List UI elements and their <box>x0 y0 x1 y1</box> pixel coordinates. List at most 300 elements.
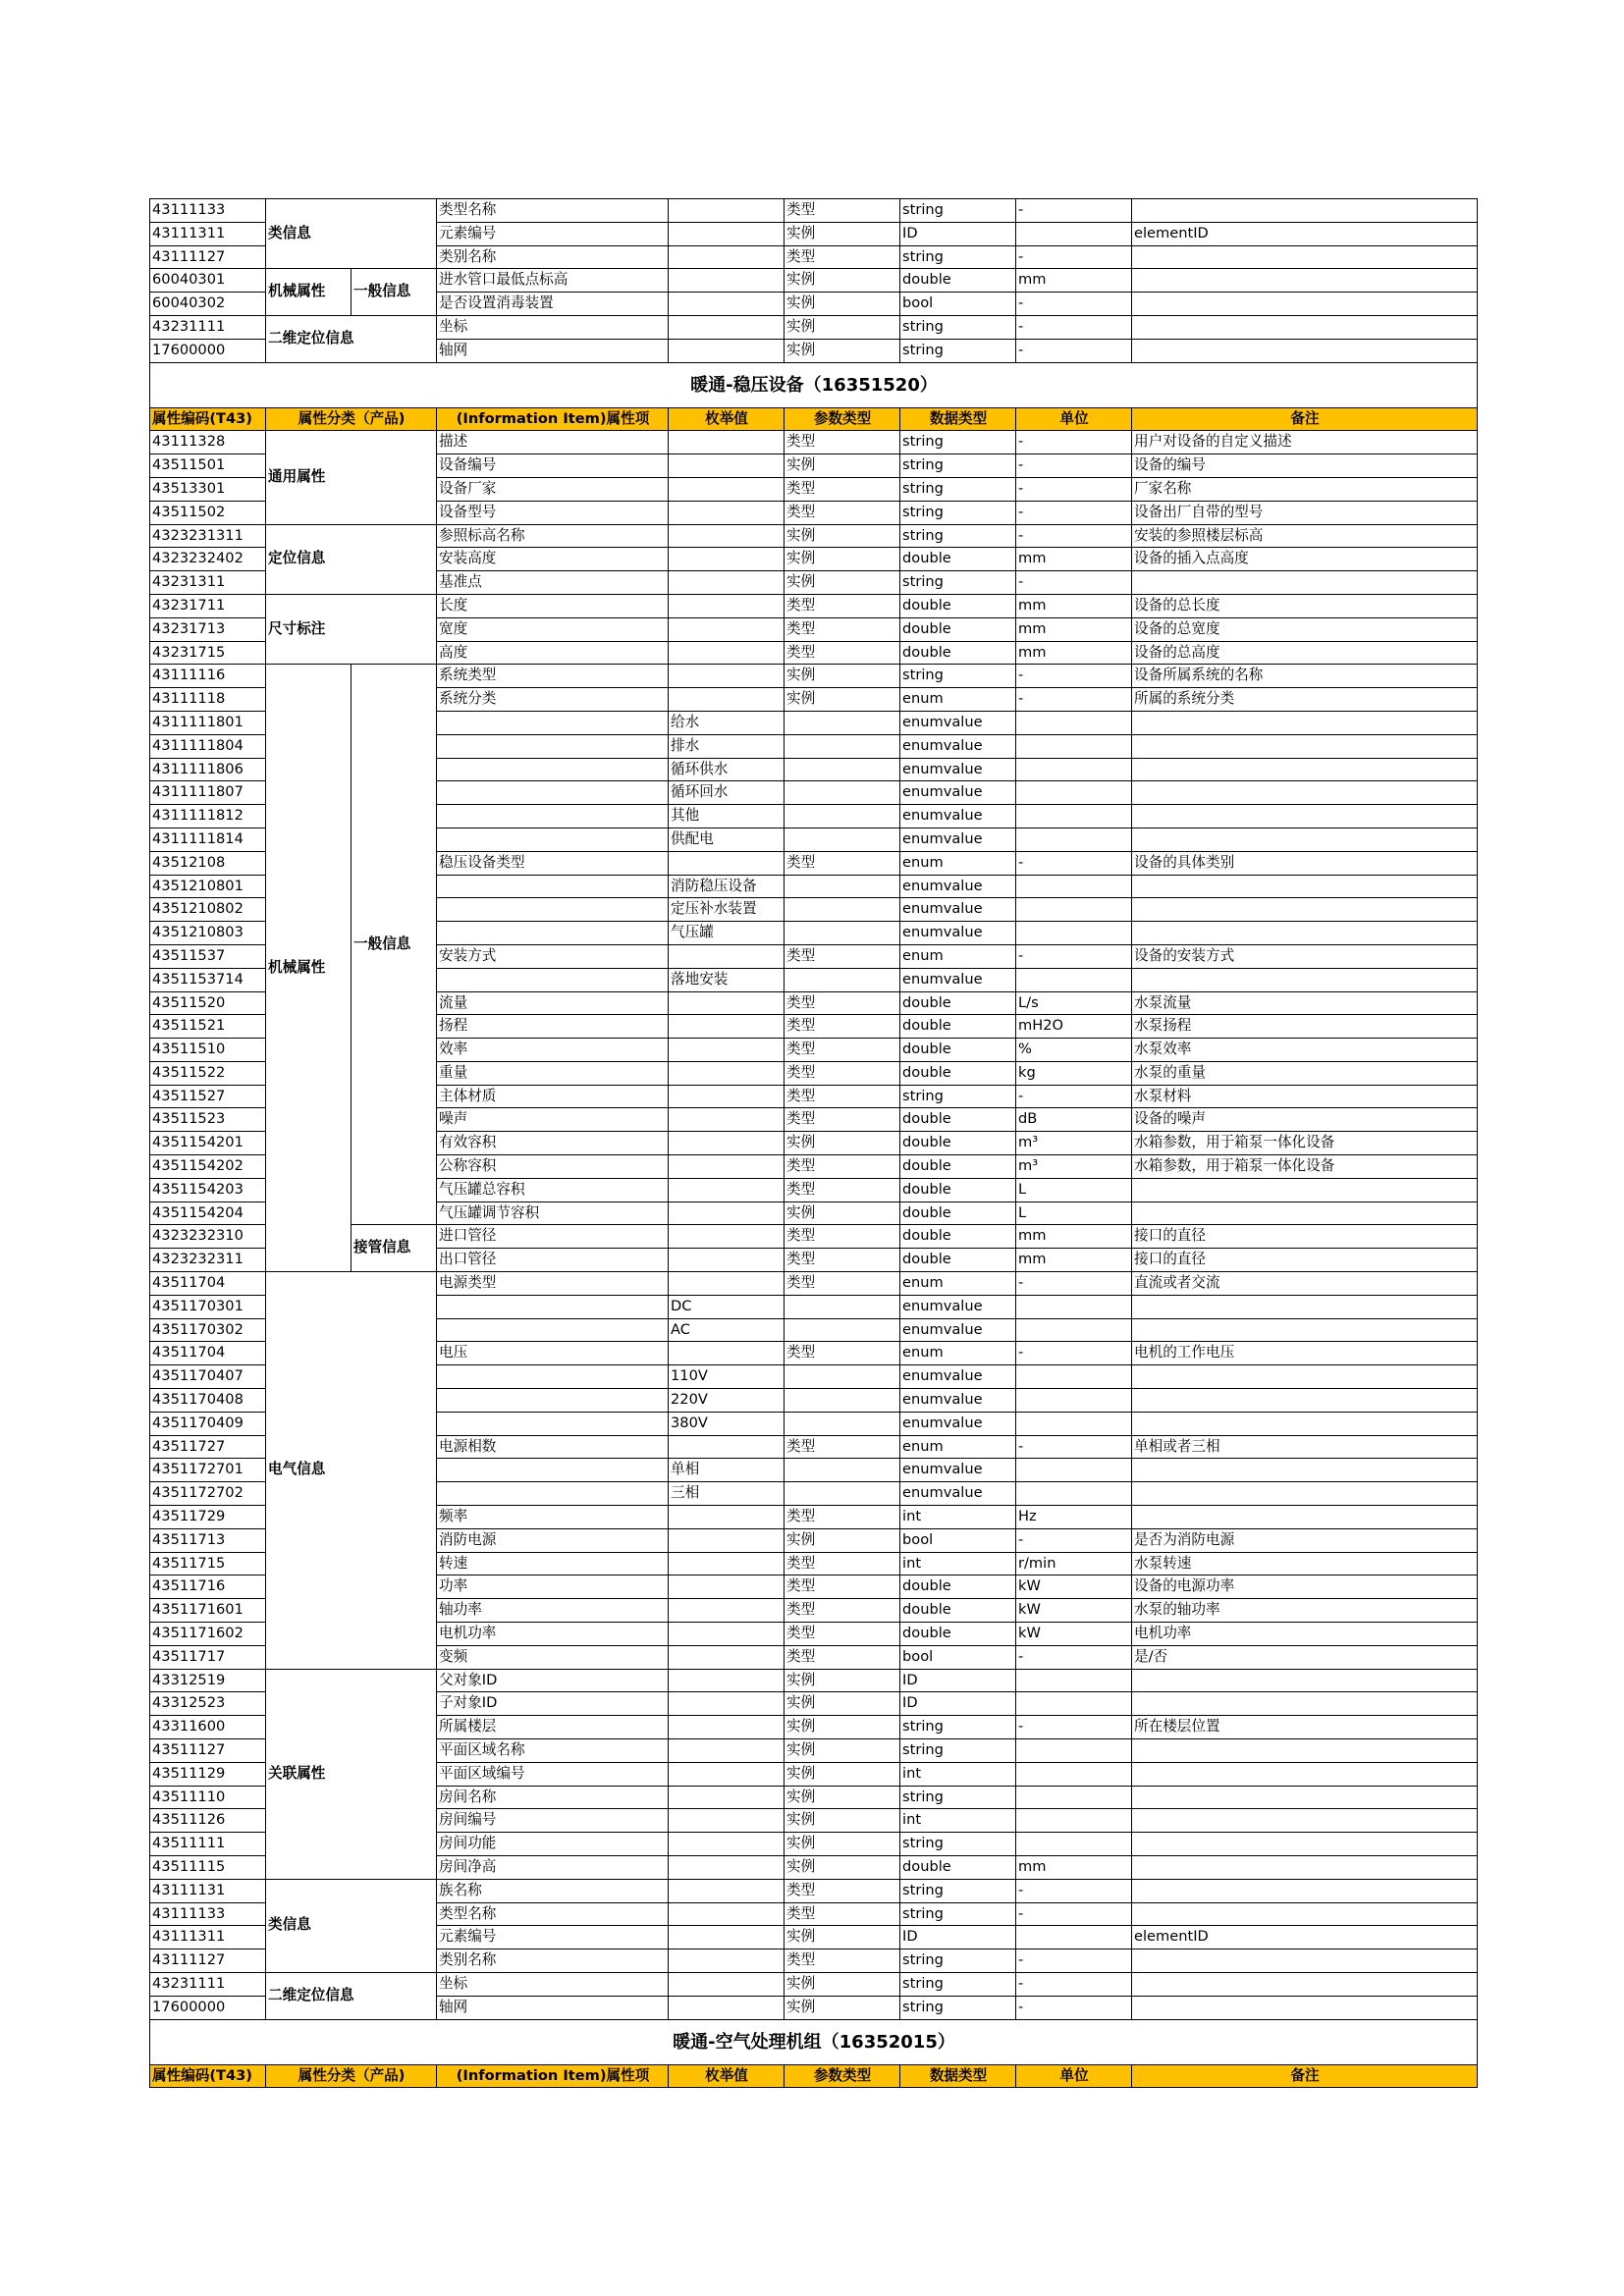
data-type: string <box>900 1739 1016 1763</box>
enum-value <box>669 431 785 454</box>
param-type: 类型 <box>785 1599 900 1623</box>
table-row <box>150 1272 1478 1296</box>
remark: 设备的具体类别 <box>1132 851 1478 875</box>
param-type: 类型 <box>785 1249 900 1272</box>
data-type: double <box>900 594 1016 617</box>
attr-name <box>437 968 669 991</box>
param-type: 实例 <box>785 454 900 478</box>
attr-name: 设备编号 <box>437 454 669 478</box>
attr-name: 轴功率 <box>437 1599 669 1623</box>
attr-name: 类别名称 <box>437 245 669 269</box>
table-row <box>150 315 1478 339</box>
attribute-code: 43511127 <box>150 1739 266 1763</box>
unit <box>1016 1669 1132 1692</box>
attr-name: 所属楼层 <box>437 1716 669 1739</box>
data-type: enumvalue <box>900 781 1016 805</box>
attribute-code: 43111311 <box>150 1926 266 1949</box>
param-type: 类型 <box>785 1435 900 1459</box>
data-type: string <box>900 1833 1016 1856</box>
data-type: string <box>900 524 1016 548</box>
enum-value: 供配电 <box>669 828 785 851</box>
unit: - <box>1016 524 1132 548</box>
attribute-code: 60040301 <box>150 269 266 293</box>
param-type <box>785 828 900 851</box>
remark <box>1132 1482 1478 1506</box>
param-type: 实例 <box>785 524 900 548</box>
param-type <box>785 1389 900 1413</box>
unit: - <box>1016 851 1132 875</box>
attr-name: 轴网 <box>437 1996 669 2019</box>
param-type: 类型 <box>785 477 900 501</box>
param-type: 类型 <box>785 1225 900 1249</box>
param-type: 实例 <box>785 269 900 293</box>
param-type: 实例 <box>785 1692 900 1716</box>
param-type: 类型 <box>785 1155 900 1179</box>
enum-value <box>669 688 785 712</box>
data-type: enumvalue <box>900 968 1016 991</box>
column-header: (Information Item)属性项 <box>437 2064 669 2088</box>
attr-name: 消防电源 <box>437 1528 669 1552</box>
param-type: 实例 <box>785 1926 900 1949</box>
unit: mm <box>1016 594 1132 617</box>
param-type: 实例 <box>785 1786 900 1809</box>
unit <box>1016 1482 1132 1506</box>
attr-name <box>437 1389 669 1413</box>
data-type: double <box>900 1039 1016 1062</box>
param-type <box>785 922 900 945</box>
param-type: 类型 <box>785 1342 900 1365</box>
attribute-code: 43511126 <box>150 1809 266 1833</box>
remark: 厂家名称 <box>1132 477 1478 501</box>
remark: 水泵效率 <box>1132 1039 1478 1062</box>
unit: - <box>1016 454 1132 478</box>
enum-value <box>669 199 785 223</box>
data-type: bool <box>900 293 1016 316</box>
unit <box>1016 1833 1132 1856</box>
remark: 设备的电源功率 <box>1132 1575 1478 1599</box>
attribute-code: 43231715 <box>150 641 266 665</box>
enum-value <box>669 269 785 293</box>
enum-value <box>669 1996 785 2019</box>
remark: 用户对设备的自定义描述 <box>1132 431 1478 454</box>
unit <box>1016 1692 1132 1716</box>
attr-name: 长度 <box>437 594 669 617</box>
attribute-code: 4351171601 <box>150 1599 266 1623</box>
attribute-code: 43231111 <box>150 1972 266 1996</box>
remark: 水泵转速 <box>1132 1552 1478 1575</box>
column-header: 数据类型 <box>900 407 1016 431</box>
column-header: 备注 <box>1132 407 1478 431</box>
param-type: 类型 <box>785 1506 900 1529</box>
data-type: double <box>900 1623 1016 1646</box>
enum-value: DC <box>669 1295 785 1318</box>
param-type: 类型 <box>785 1061 900 1085</box>
unit: m³ <box>1016 1132 1132 1155</box>
remark <box>1132 1692 1478 1716</box>
section-title: 暖通-空气处理机组（16352015） <box>150 2019 1478 2064</box>
attr-name: 出口管径 <box>437 1249 669 1272</box>
remark <box>1132 1201 1478 1225</box>
param-type: 实例 <box>785 688 900 712</box>
attr-name: 公称容积 <box>437 1155 669 1179</box>
unit <box>1016 875 1132 898</box>
category-label: 电气信息 <box>266 1272 437 1670</box>
section-title: 暖通-稳压设备（16351520） <box>150 362 1478 407</box>
attr-name: 轴网 <box>437 339 669 362</box>
unit: kg <box>1016 1061 1132 1085</box>
attribute-code: 43111311 <box>150 222 266 245</box>
attribute-code: 43312519 <box>150 1669 266 1692</box>
remark <box>1132 805 1478 828</box>
enum-value <box>669 1015 785 1039</box>
remark <box>1132 245 1478 269</box>
attribute-code: 4351172701 <box>150 1459 266 1482</box>
attr-name: 系统类型 <box>437 665 669 688</box>
unit: - <box>1016 431 1132 454</box>
column-header: 数据类型 <box>900 2064 1016 2088</box>
unit: - <box>1016 1949 1132 1973</box>
attribute-code: 4351171602 <box>150 1623 266 1646</box>
param-type: 实例 <box>785 548 900 571</box>
remark <box>1132 339 1478 362</box>
attribute-table <box>149 198 1478 2088</box>
attr-name <box>437 758 669 781</box>
remark <box>1132 1739 1478 1763</box>
remark: 设备的插入点高度 <box>1132 548 1478 571</box>
data-type: ID <box>900 1692 1016 1716</box>
remark: elementID <box>1132 222 1478 245</box>
attr-name: 系统分类 <box>437 688 669 712</box>
enum-value <box>669 1716 785 1739</box>
category-label: 关联属性 <box>266 1669 437 1879</box>
attr-name: 基准点 <box>437 571 669 595</box>
attribute-code: 4351154201 <box>150 1132 266 1155</box>
data-type: string <box>900 1786 1016 1809</box>
remark <box>1132 875 1478 898</box>
data-type: string <box>900 431 1016 454</box>
remark: 设备的总高度 <box>1132 641 1478 665</box>
unit <box>1016 1318 1132 1342</box>
attribute-code: 43111118 <box>150 688 266 712</box>
unit <box>1016 758 1132 781</box>
enum-value <box>669 641 785 665</box>
attribute-code: 43511520 <box>150 991 266 1015</box>
attr-name: 频率 <box>437 1506 669 1529</box>
enum-value <box>669 1762 785 1786</box>
attribute-code: 43511115 <box>150 1855 266 1879</box>
attribute-code: 43511713 <box>150 1528 266 1552</box>
attribute-code: 43311600 <box>150 1716 266 1739</box>
column-header: 枚举值 <box>669 2064 785 2088</box>
unit <box>1016 711 1132 734</box>
attr-name: 元素编号 <box>437 222 669 245</box>
attr-name: 稳压设备类型 <box>437 851 669 875</box>
remark: 电机功率 <box>1132 1623 1478 1646</box>
remark: 单相或者三相 <box>1132 1435 1478 1459</box>
attribute-code: 43513301 <box>150 477 266 501</box>
remark: 电机的工作电压 <box>1132 1342 1478 1365</box>
table-row <box>150 1972 1478 1996</box>
enum-value: 给水 <box>669 711 785 734</box>
unit <box>1016 1786 1132 1809</box>
enum-value: 排水 <box>669 734 785 758</box>
remark <box>1132 1412 1478 1435</box>
unit: - <box>1016 1972 1132 1996</box>
unit <box>1016 1389 1132 1413</box>
enum-value <box>669 524 785 548</box>
attr-name <box>437 711 669 734</box>
enum-value <box>669 548 785 571</box>
enum-value <box>669 1786 785 1809</box>
attribute-code: 17600000 <box>150 1996 266 2019</box>
enum-value <box>669 944 785 968</box>
enum-value <box>669 339 785 362</box>
enum-value <box>669 617 785 641</box>
remark <box>1132 1833 1478 1856</box>
enum-value <box>669 1225 785 1249</box>
data-type: double <box>900 548 1016 571</box>
category-label: 二维定位信息 <box>266 315 437 362</box>
unit: - <box>1016 1342 1132 1365</box>
enum-value <box>669 293 785 316</box>
param-type: 类型 <box>785 1552 900 1575</box>
enum-value: 定压补水装置 <box>669 898 785 922</box>
attr-name: 高度 <box>437 641 669 665</box>
data-type: string <box>900 1716 1016 1739</box>
remark <box>1132 1996 1478 2019</box>
column-header: (Information Item)属性项 <box>437 407 669 431</box>
attribute-code: 4311111807 <box>150 781 266 805</box>
attribute-code: 43111133 <box>150 199 266 223</box>
unit: m³ <box>1016 1155 1132 1179</box>
attribute-code: 43511715 <box>150 1552 266 1575</box>
attribute-code: 43511521 <box>150 1015 266 1039</box>
category-label: 定位信息 <box>266 524 437 594</box>
unit: r/min <box>1016 1552 1132 1575</box>
attribute-code: 4351210802 <box>150 898 266 922</box>
param-type: 类型 <box>785 431 900 454</box>
attr-name <box>437 898 669 922</box>
enum-value <box>669 1645 785 1669</box>
remark: 水泵流量 <box>1132 991 1478 1015</box>
remark: 水箱参数，用于箱泵一体化设备 <box>1132 1155 1478 1179</box>
remark <box>1132 1762 1478 1786</box>
attr-name: 类型名称 <box>437 199 669 223</box>
remark <box>1132 1879 1478 1902</box>
data-type: enumvalue <box>900 1295 1016 1318</box>
remark <box>1132 1809 1478 1833</box>
data-type: string <box>900 1996 1016 2019</box>
attribute-code: 43511523 <box>150 1108 266 1132</box>
data-type: double <box>900 617 1016 641</box>
unit: - <box>1016 1716 1132 1739</box>
data-type: double <box>900 269 1016 293</box>
attribute-code: 4351210801 <box>150 875 266 898</box>
data-type: string <box>900 665 1016 688</box>
remark <box>1132 711 1478 734</box>
remark <box>1132 734 1478 758</box>
enum-value <box>669 315 785 339</box>
attr-name: 进口管径 <box>437 1225 669 1249</box>
unit <box>1016 734 1132 758</box>
subcategory-label: 一般信息 <box>352 269 437 316</box>
unit: mm <box>1016 1249 1132 1272</box>
data-type: string <box>900 1879 1016 1902</box>
remark <box>1132 1902 1478 1926</box>
attr-name: 平面区域名称 <box>437 1739 669 1763</box>
param-type: 实例 <box>785 339 900 362</box>
remark: 接口的直径 <box>1132 1225 1478 1249</box>
data-type: enumvalue <box>900 805 1016 828</box>
unit: - <box>1016 199 1132 223</box>
attribute-code: 43231713 <box>150 617 266 641</box>
attr-name <box>437 828 669 851</box>
attribute-code: 43511110 <box>150 1786 266 1809</box>
attr-name: 安装方式 <box>437 944 669 968</box>
unit <box>1016 1762 1132 1786</box>
data-type: enumvalue <box>900 898 1016 922</box>
attr-name: 父对象ID <box>437 1669 669 1692</box>
enum-value <box>669 851 785 875</box>
attribute-code: 60040302 <box>150 293 266 316</box>
attribute-code: 4351154202 <box>150 1155 266 1179</box>
data-type: bool <box>900 1528 1016 1552</box>
enum-value: 单相 <box>669 1459 785 1482</box>
data-type: double <box>900 1155 1016 1179</box>
param-type: 实例 <box>785 1855 900 1879</box>
attr-name: 安装高度 <box>437 548 669 571</box>
attr-name: 主体材质 <box>437 1085 669 1108</box>
attr-name: 变频 <box>437 1645 669 1669</box>
enum-value: 气压罐 <box>669 922 785 945</box>
data-type: double <box>900 991 1016 1015</box>
param-type: 类型 <box>785 199 900 223</box>
enum-value: 其他 <box>669 805 785 828</box>
param-type: 类型 <box>785 1178 900 1201</box>
attr-name: 族名称 <box>437 1879 669 1902</box>
attribute-code: 43511111 <box>150 1833 266 1856</box>
param-type: 类型 <box>785 944 900 968</box>
unit: dB <box>1016 1108 1132 1132</box>
enum-value: 循环供水 <box>669 758 785 781</box>
unit <box>1016 1926 1132 1949</box>
remark <box>1132 199 1478 223</box>
enum-value <box>669 1178 785 1201</box>
data-type: string <box>900 1972 1016 1996</box>
attr-name: 宽度 <box>437 617 669 641</box>
enum-value: AC <box>669 1318 785 1342</box>
attr-name <box>437 805 669 828</box>
data-type: enum <box>900 944 1016 968</box>
enum-value <box>669 1599 785 1623</box>
data-type: enumvalue <box>900 922 1016 945</box>
attr-name: 坐标 <box>437 1972 669 1996</box>
table-row <box>150 594 1478 617</box>
data-type: enumvalue <box>900 734 1016 758</box>
remark: 设备的安装方式 <box>1132 944 1478 968</box>
param-type: 类型 <box>785 617 900 641</box>
enum-value <box>669 1855 785 1879</box>
attr-name: 房间编号 <box>437 1809 669 1833</box>
enum-value <box>669 1155 785 1179</box>
data-type: enum <box>900 1272 1016 1296</box>
attribute-code: 43511537 <box>150 944 266 968</box>
column-header: 属性编码(T43) <box>150 407 266 431</box>
attribute-code: 43511522 <box>150 1061 266 1085</box>
attribute-code: 4351153714 <box>150 968 266 991</box>
unit: Hz <box>1016 1506 1132 1529</box>
data-type: string <box>900 454 1016 478</box>
remark: 接口的直径 <box>1132 1249 1478 1272</box>
enum-value: 消防稳压设备 <box>669 875 785 898</box>
remark: 直流或者交流 <box>1132 1272 1478 1296</box>
enum-value <box>669 665 785 688</box>
attr-name <box>437 1459 669 1482</box>
param-type <box>785 1295 900 1318</box>
param-type: 类型 <box>785 991 900 1015</box>
category-label: 类信息 <box>266 199 437 269</box>
attribute-code: 43111116 <box>150 665 266 688</box>
param-type <box>785 1412 900 1435</box>
remark: 水泵扬程 <box>1132 1015 1478 1039</box>
attr-name: 进水管口最低点标高 <box>437 269 669 293</box>
unit: - <box>1016 1435 1132 1459</box>
param-type: 类型 <box>785 501 900 524</box>
header-row <box>150 407 1478 431</box>
attr-name: 房间功能 <box>437 1833 669 1856</box>
enum-value <box>669 991 785 1015</box>
attribute-code: 4351170302 <box>150 1318 266 1342</box>
remark: 是/否 <box>1132 1645 1478 1669</box>
column-header: 属性分类（产品) <box>266 2064 437 2088</box>
enum-value <box>669 1039 785 1062</box>
attribute-code: 4311111812 <box>150 805 266 828</box>
unit <box>1016 1809 1132 1833</box>
attr-name: 元素编号 <box>437 1926 669 1949</box>
table-row <box>150 1669 1478 1692</box>
remark <box>1132 1949 1478 1973</box>
attr-name: 气压罐调节容积 <box>437 1201 669 1225</box>
data-type: string <box>900 245 1016 269</box>
param-type <box>785 758 900 781</box>
unit <box>1016 898 1132 922</box>
attribute-code: 43111133 <box>150 1902 266 1926</box>
data-type: int <box>900 1506 1016 1529</box>
unit: - <box>1016 1272 1132 1296</box>
data-type: enumvalue <box>900 1389 1016 1413</box>
attribute-code: 4351170408 <box>150 1389 266 1413</box>
remark <box>1132 293 1478 316</box>
param-type: 类型 <box>785 1085 900 1108</box>
attribute-code: 4351172702 <box>150 1482 266 1506</box>
enum-value <box>669 1552 785 1575</box>
param-type: 实例 <box>785 1972 900 1996</box>
unit <box>1016 781 1132 805</box>
attr-name: 房间净高 <box>437 1855 669 1879</box>
param-type: 实例 <box>785 1996 900 2019</box>
attr-name: 电机功率 <box>437 1623 669 1646</box>
unit: L <box>1016 1201 1132 1225</box>
data-type: ID <box>900 1669 1016 1692</box>
unit: - <box>1016 1645 1132 1669</box>
param-type: 实例 <box>785 1833 900 1856</box>
enum-value <box>669 501 785 524</box>
subcategory-label: 接管信息 <box>352 1225 437 1272</box>
enum-value <box>669 1669 785 1692</box>
attribute-code: 43511527 <box>150 1085 266 1108</box>
attr-name: 功率 <box>437 1575 669 1599</box>
param-type: 实例 <box>785 1669 900 1692</box>
